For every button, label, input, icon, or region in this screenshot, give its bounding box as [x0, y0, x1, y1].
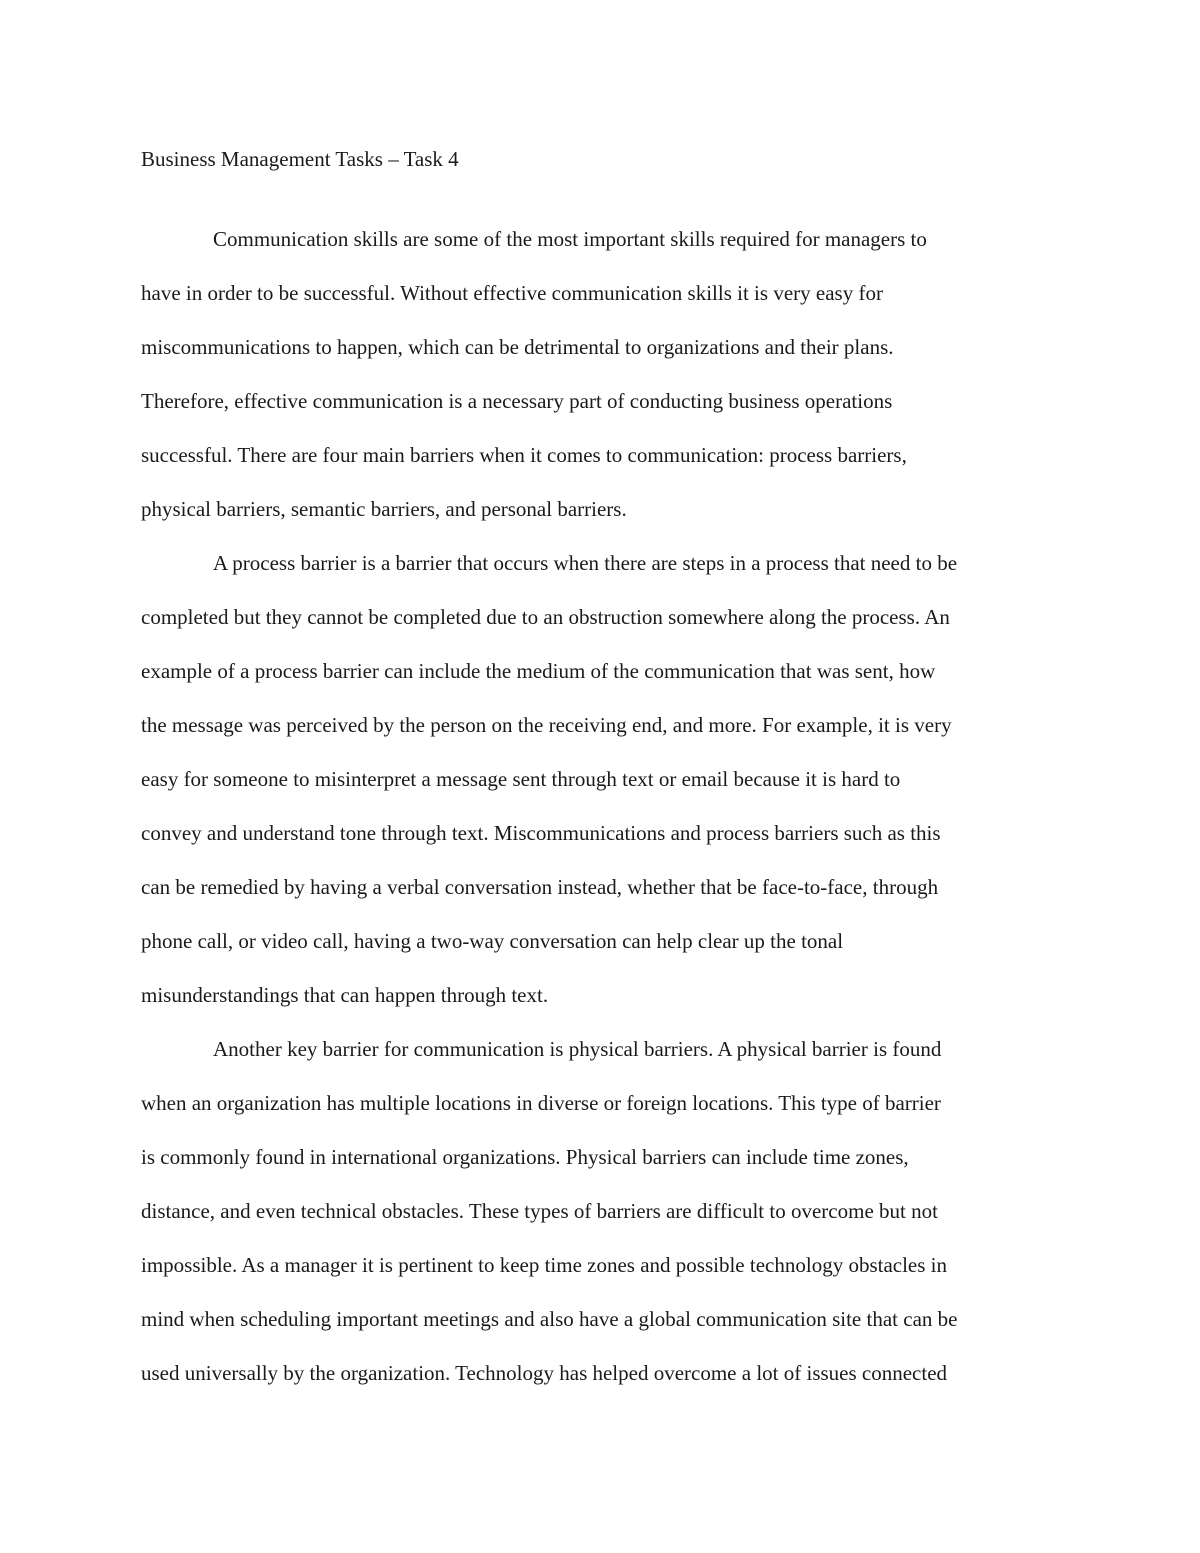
paragraph-line: can be remedied by having a verbal conversation instead, whether that be face-to-face, through — [141, 875, 939, 899]
paragraph-line: mind when scheduling important meetings and also have a global communication site that can be — [141, 1307, 958, 1331]
paragraph-line: Communication skills are some of the most important skills required for managers to — [213, 227, 927, 251]
paragraph-line: Another key barrier for communication is physical barriers. A physical barrier is found — [213, 1037, 942, 1061]
paragraph-line: have in order to be successful. Without effective communication skills it is very easy for — [141, 281, 883, 305]
paragraph-line: convey and understand tone through text. Miscommunications and process barriers such as this — [141, 821, 941, 845]
paragraph-line: miscommunications to happen, which can be detrimental to organizations and their plans. — [141, 335, 894, 359]
paragraph-line: phone call, or video call, having a two-way conversation can help clear up the tonal — [141, 929, 844, 953]
document-title: Business Management Tasks – Task 4 — [141, 147, 459, 171]
paragraph-line: when an organization has multiple locations in diverse or foreign locations. This type of barrier — [141, 1091, 941, 1115]
paragraph-line: physical barriers, semantic barriers, and personal barriers. — [141, 497, 627, 521]
paragraph-line: Therefore, effective communication is a necessary part of conducting business operations — [141, 389, 893, 413]
paragraph-line: is commonly found in international organizations. Physical barriers can include time zones, — [141, 1145, 909, 1169]
paragraph-line: example of a process barrier can include the medium of the communication that was sent, how — [141, 659, 936, 683]
paragraph-line: impossible. As a manager it is pertinent to keep time zones and possible technology obstacles in — [141, 1253, 947, 1277]
paragraph-line: easy for someone to misinterpret a message sent through text or email because it is hard to — [141, 767, 901, 791]
paragraph-line: distance, and even technical obstacles. These types of barriers are difficult to overcome but not — [141, 1199, 938, 1223]
paragraph-line: used universally by the organization. Technology has helped overcome a lot of issues connected — [141, 1361, 948, 1385]
paragraph-line: completed but they cannot be completed due to an obstruction somewhere along the process. An — [141, 605, 950, 629]
paragraph-line: the message was perceived by the person on the receiving end, and more. For example, it is very — [141, 713, 952, 737]
paragraph-line: A process barrier is a barrier that occurs when there are steps in a process that need to be — [213, 551, 958, 575]
paragraph-line: misunderstandings that can happen through text. — [141, 983, 549, 1007]
paragraph-line: successful. There are four main barriers when it comes to communication: process barriers, — [141, 443, 907, 467]
